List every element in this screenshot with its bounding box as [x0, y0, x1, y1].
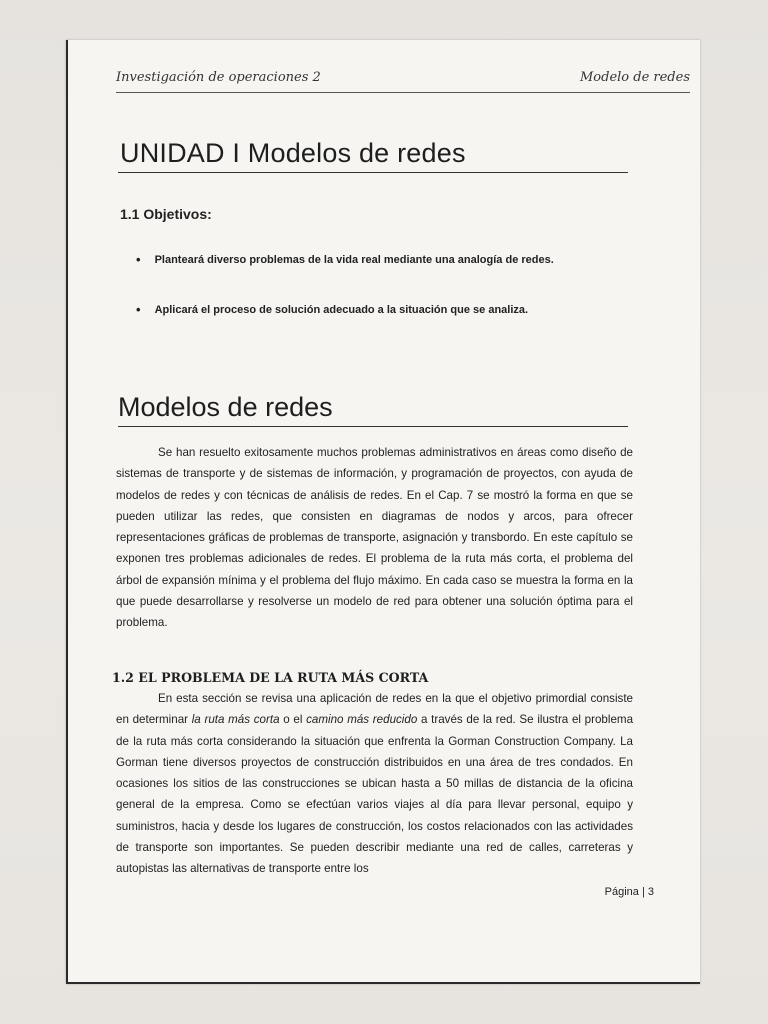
- section-title-rule: [118, 426, 628, 427]
- section-title: Modelos de redes: [118, 392, 333, 422]
- paragraph-text: En esta sección se revisa una aplicación de redes en la que el objetivo primordial consiste en determinar: [116, 692, 633, 727]
- subsection-heading: 1.2 EL PROBLEMA DE LA RUTA MÁS CORTA: [112, 670, 429, 685]
- paragraph-text: a través de la red. Se ilustra el problema de la ruta más corta considerando la situación que enfrenta la Gorman Construction Company. La Gorman tiene diversos proyectos de construcción distribuidos en una área de tres condados. En ocasiones los sitios de las construcciones se ubican hasta a 50 millas de distancia de la oficina general de la empresa. Como se efectúan varios viajes al día para llevar personal, equipo y suministros, hacia y desde los lugares de construcción, los costos relacionados con las actividades de transporte son importantes. Se pueden describir mediante una red de calles, carreteras y autopistas las alternativas de transporte entre los: [116, 713, 634, 876]
- unit-title-rule: [118, 172, 628, 173]
- header-rule: [116, 92, 690, 93]
- running-header-right: Modelo de redes: [579, 70, 690, 85]
- objective-text: Planteará diverso problemas de la vida real mediante una analogía de redes.: [154, 253, 554, 266]
- emphasis-shortest-path: camino más reducido: [306, 713, 418, 727]
- objective-item: [136, 252, 554, 267]
- document-page: [66, 40, 700, 984]
- bullet-icon: •: [136, 302, 141, 317]
- page-number: Página | 3: [604, 886, 654, 898]
- objectives-heading: 1.1 Objetivos:: [120, 206, 212, 222]
- shortest-path-paragraph: [116, 688, 633, 880]
- objective-item: [136, 302, 528, 317]
- emphasis-shortest-route: la ruta más corta: [191, 713, 280, 727]
- objective-text: Aplicará el proceso de solución adecuado a la situación que se analiza.: [154, 303, 529, 316]
- paragraph-text: o el: [279, 713, 307, 727]
- running-header-left: Investigación de operaciones 2: [116, 70, 321, 85]
- intro-paragraph: Se han resuelto exitosamente muchos problemas administrativos en áreas como diseño de sistemas de transporte y de sistemas de información, y programación de proyectos, con ayuda de modelos de redes y con técnicas de análisis de redes. En el Cap. 7 se mostró la forma en que se pueden utilizar las redes, que consisten en diagramas de nodos y arcos, para ofrecer representaciones gráficas de problemas de transporte, asignación y transbordo. En este capítulo se exponen tres problemas adicionales de redes. El problema de la ruta más corta, el problema del árbol de expansión mínima y el problema del flujo máximo. En cada caso se muestra la forma en la que puede desarrollarse y resolverse un modelo de red para obtener una solución óptima para el problema.: [116, 446, 633, 630]
- unit-title: UNIDAD I Modelos de redes: [120, 138, 466, 168]
- bullet-icon: •: [136, 252, 141, 267]
